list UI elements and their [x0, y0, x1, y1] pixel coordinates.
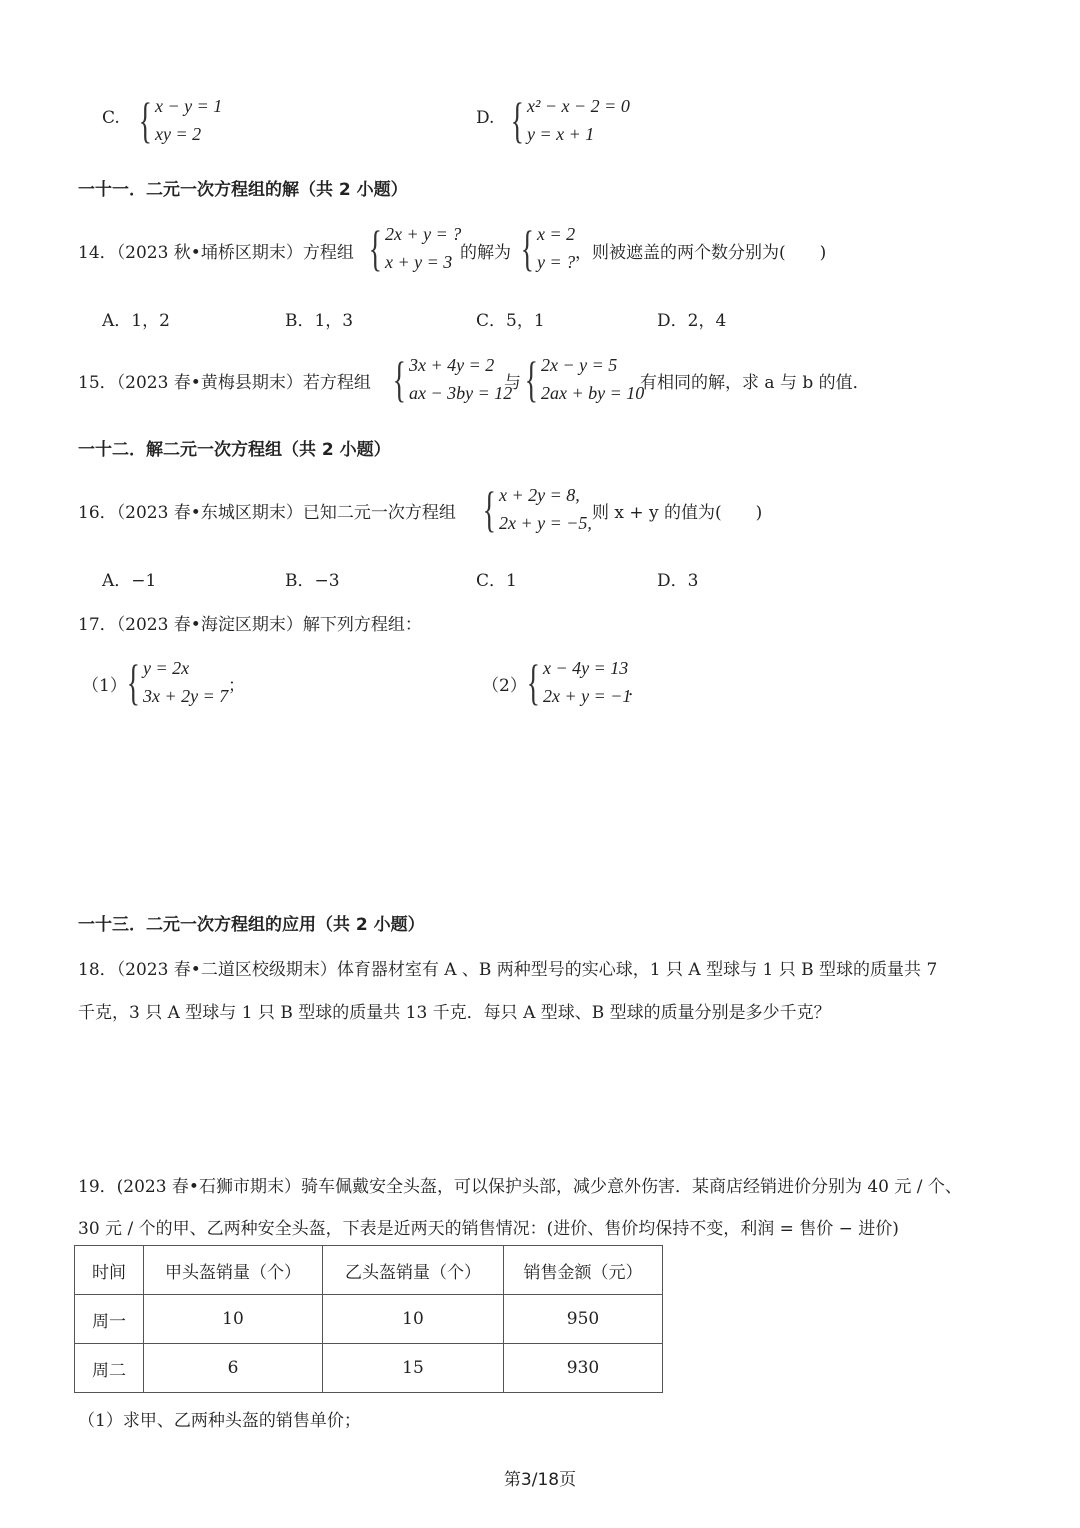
- q14-solution: [510, 220, 575, 276]
- q17-part1-system: [116, 654, 228, 710]
- q17-part2-label: （2）: [482, 676, 527, 696]
- equation: xy = 2: [155, 124, 202, 144]
- table-row: [75, 1295, 663, 1344]
- q14-option: C．5，1: [476, 311, 545, 331]
- q16-option: C．1: [476, 571, 517, 591]
- q15-mid: 与: [504, 373, 521, 393]
- q18-line: 千克，3 只 A 型球与 1 只 B 型球的质量共 13 千克．每只 A 型球、B 型球的质量分别是多少千克？: [78, 1003, 831, 1023]
- page-number: 第3/18页: [503, 1470, 577, 1490]
- table-header-cell: 甲头盔销量（个）: [144, 1246, 323, 1295]
- option-d-system: [500, 92, 630, 148]
- equation: x + y = 3: [385, 252, 453, 272]
- table-cell: 950: [504, 1295, 663, 1344]
- q17-part1-label: （1）: [82, 676, 127, 696]
- q15-system-1: [382, 351, 512, 407]
- equation: 3x + 2y = 7: [143, 686, 229, 706]
- table-cell: 10: [144, 1295, 323, 1344]
- left-brace-icon: {: [392, 351, 406, 407]
- equation: 2x + y = −5,: [499, 513, 592, 533]
- left-brace-icon: {: [482, 481, 496, 537]
- table-cell: 10: [323, 1295, 504, 1344]
- left-brace-icon: {: [524, 351, 538, 407]
- q14-option: B．1，3: [285, 311, 354, 331]
- q15-suffix: 有相同的解，求 a 与 b 的值．: [640, 373, 870, 393]
- table-cell: 周一: [75, 1295, 144, 1344]
- q16-prefix: 16．（2023 春•东城区期末）已知二元一次方程组: [78, 503, 456, 523]
- left-brace-icon: {: [368, 220, 382, 276]
- q14-system: [358, 220, 461, 276]
- table-cell: 15: [323, 1344, 504, 1393]
- left-brace-icon: {: [138, 92, 152, 148]
- q15-system-2: [514, 351, 644, 407]
- q17-part1-end: ；: [228, 676, 245, 696]
- table-header-cell: 乙头盔销量（个）: [323, 1246, 504, 1295]
- q16-system: [472, 481, 592, 537]
- q16-option: B．−3: [285, 571, 340, 591]
- equation: 2x + y = −1: [543, 686, 632, 706]
- equation: y = x + 1: [527, 124, 595, 144]
- section-title: 一十一．二元一次方程组的解（共 2 小题）: [78, 180, 408, 200]
- q14-suffix: ，则被遮盖的两个数分别为( ): [575, 243, 827, 263]
- table-cell: 周二: [75, 1344, 144, 1393]
- q16-suffix: 则 x + y 的值为( ): [592, 503, 763, 523]
- q18-line: 18．（2023 春•二道区校级期末）体育器材室有 A 、B 两种型号的实心球，1 只 A 型球与 1 只 B 型球的质量共 7: [78, 960, 938, 980]
- table-header-cell: 时间: [75, 1246, 144, 1295]
- table-header-row: [75, 1246, 663, 1295]
- left-brace-icon: {: [520, 220, 534, 276]
- section-title: 一十三．二元一次方程组的应用（共 2 小题）: [78, 915, 425, 935]
- q19-sub1: （1）求甲、乙两种头盔的销售单价；: [78, 1411, 361, 1431]
- option-d-label: D.: [476, 108, 495, 128]
- q16-option: D．3: [657, 571, 699, 591]
- q17-part2-system: [516, 654, 631, 710]
- option-c-system: [128, 92, 222, 148]
- left-brace-icon: {: [510, 92, 524, 148]
- equation: x − y = 1: [155, 96, 223, 116]
- equation: x − 4y = 13: [543, 658, 629, 678]
- q14-option: A．1，2: [102, 311, 170, 331]
- equation: x² − x − 2 = 0: [527, 96, 630, 116]
- table-header-cell: 销售金额（元）: [504, 1246, 663, 1295]
- q17-text: 17．（2023 春•海淀区期末）解下列方程组：: [78, 615, 422, 635]
- q14-mid: 的解为: [460, 243, 511, 263]
- q15-prefix: 15．（2023 春•黄梅县期末）若方程组: [78, 373, 371, 393]
- sales-table: [74, 1245, 663, 1393]
- q17-part2-end: ．: [628, 680, 645, 700]
- q14-prefix: 14．（2023 秋•埇桥区期末）方程组: [78, 243, 354, 263]
- equation: x = 2: [537, 224, 576, 244]
- option-c-label: C.: [102, 108, 120, 128]
- section-title: 一十二．解二元一次方程组（共 2 小题）: [78, 440, 391, 460]
- equation: y = 2x: [143, 658, 190, 678]
- table-row: [75, 1344, 663, 1393]
- q16-option: A．−1: [102, 571, 157, 591]
- equation: 2x − y = 5: [541, 355, 618, 375]
- equation: x + 2y = 8,: [499, 485, 580, 505]
- equation: 2ax + by = 10: [541, 383, 645, 403]
- table-cell: 6: [144, 1344, 323, 1393]
- equation: 2x + y = ?: [385, 224, 462, 244]
- equation: y = ?: [537, 252, 576, 272]
- left-brace-icon: {: [126, 654, 140, 710]
- table-cell: 930: [504, 1344, 663, 1393]
- q19-line: 19．(2023 春•石狮市期末）骑车佩戴安全头盔，可以保护头部，减少意外伤害．某商店经销进价分别为 40 元 / 个、: [78, 1177, 962, 1197]
- equation: 3x + 4y = 2: [409, 355, 495, 375]
- q14-option: D．2，4: [657, 311, 727, 331]
- equation: ax − 3by = 12: [409, 383, 513, 403]
- left-brace-icon: {: [526, 654, 540, 710]
- q19-line: 30 元 / 个的甲、乙两种安全头盔，下表是近两天的销售情况：(进价、售价均保持不变，利润 = 售价 − 进价): [78, 1219, 899, 1239]
